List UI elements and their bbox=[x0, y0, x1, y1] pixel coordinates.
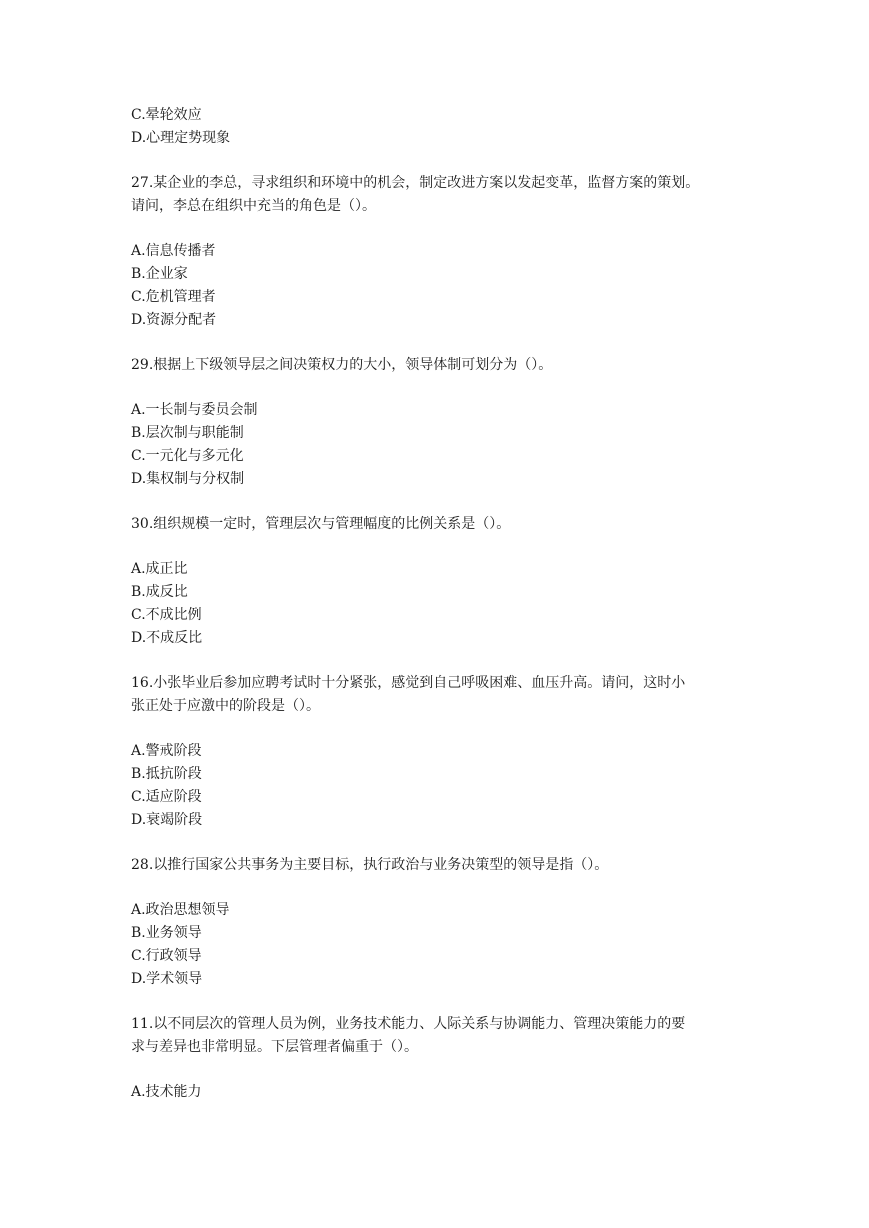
option-d: D.集权制与分权制 bbox=[131, 471, 245, 487]
option-list bbox=[131, 1081, 751, 1104]
leading-options bbox=[131, 104, 751, 150]
option-a: A.政治思想领导 bbox=[131, 902, 230, 918]
option-b: B.层次制与职能制 bbox=[131, 425, 244, 441]
option-a: A.成正比 bbox=[131, 561, 188, 577]
question-line: 28.以推行国家公共事务为主要目标，执行政治与业务决策型的领导是指（）。 bbox=[131, 857, 609, 873]
question-line: 16.小张毕业后参加应聘考试时十分紧张，感觉到自己呼吸困难、血压升高。请问，这时小 bbox=[131, 675, 686, 691]
question-line: 30.组织规模一定时，管理层次与管理幅度的比例关系是（）。 bbox=[131, 516, 511, 532]
option-a: A.技术能力 bbox=[131, 1084, 202, 1100]
question-block bbox=[131, 854, 751, 991]
option-list bbox=[131, 240, 751, 332]
option-c: C.晕轮效应 bbox=[131, 107, 202, 123]
option-a: A.警戒阶段 bbox=[131, 743, 202, 759]
option-d: D.心理定势现象 bbox=[131, 130, 231, 146]
question-block bbox=[131, 354, 751, 491]
option-a: A.信息传播者 bbox=[131, 243, 216, 259]
question-line: 27.某企业的李总，寻求组织和环境中的机会，制定改进方案以发起变革，监督方案的策划。 bbox=[131, 175, 700, 191]
question-text bbox=[131, 354, 751, 377]
option-list bbox=[131, 558, 751, 650]
option-d: D.衰竭阶段 bbox=[131, 812, 203, 828]
option-b: B.成反比 bbox=[131, 584, 188, 600]
question-text bbox=[131, 172, 751, 218]
question-text bbox=[131, 672, 751, 718]
option-d: D.学术领导 bbox=[131, 971, 203, 987]
question-block bbox=[131, 172, 751, 332]
option-list bbox=[131, 740, 751, 832]
question-text bbox=[131, 513, 751, 536]
question-line: 请问，李总在组织中充当的角色是（）。 bbox=[131, 198, 376, 214]
option-list bbox=[131, 899, 751, 991]
option-c: C.危机管理者 bbox=[131, 289, 216, 305]
question-block bbox=[131, 513, 751, 650]
option-d: D.不成反比 bbox=[131, 630, 203, 646]
option-d: D.资源分配者 bbox=[131, 312, 217, 328]
option-c: C.行政领导 bbox=[131, 948, 202, 964]
document-page bbox=[131, 104, 751, 1104]
question-text bbox=[131, 854, 751, 877]
option-b: B.抵抗阶段 bbox=[131, 766, 202, 782]
option-c: C.适应阶段 bbox=[131, 789, 202, 805]
question-line: 29.根据上下级领导层之间决策权力的大小，领导体制可划分为（）。 bbox=[131, 357, 553, 373]
question-block bbox=[131, 672, 751, 832]
question-block bbox=[131, 1013, 751, 1104]
question-line: 张正处于应激中的阶段是（）。 bbox=[131, 698, 320, 714]
option-list bbox=[131, 399, 751, 491]
question-text bbox=[131, 1013, 751, 1059]
option-b: B.业务领导 bbox=[131, 925, 202, 941]
question-line: 求与差异也非常明显。下层管理者偏重于（）。 bbox=[131, 1039, 418, 1055]
option-c: C.一元化与多元化 bbox=[131, 448, 244, 464]
option-b: B.企业家 bbox=[131, 266, 188, 282]
option-a: A.一长制与委员会制 bbox=[131, 402, 258, 418]
option-c: C.不成比例 bbox=[131, 607, 202, 623]
question-line: 11.以不同层次的管理人员为例，业务技术能力、人际关系与协调能力、管理决策能力的要 bbox=[131, 1016, 686, 1032]
